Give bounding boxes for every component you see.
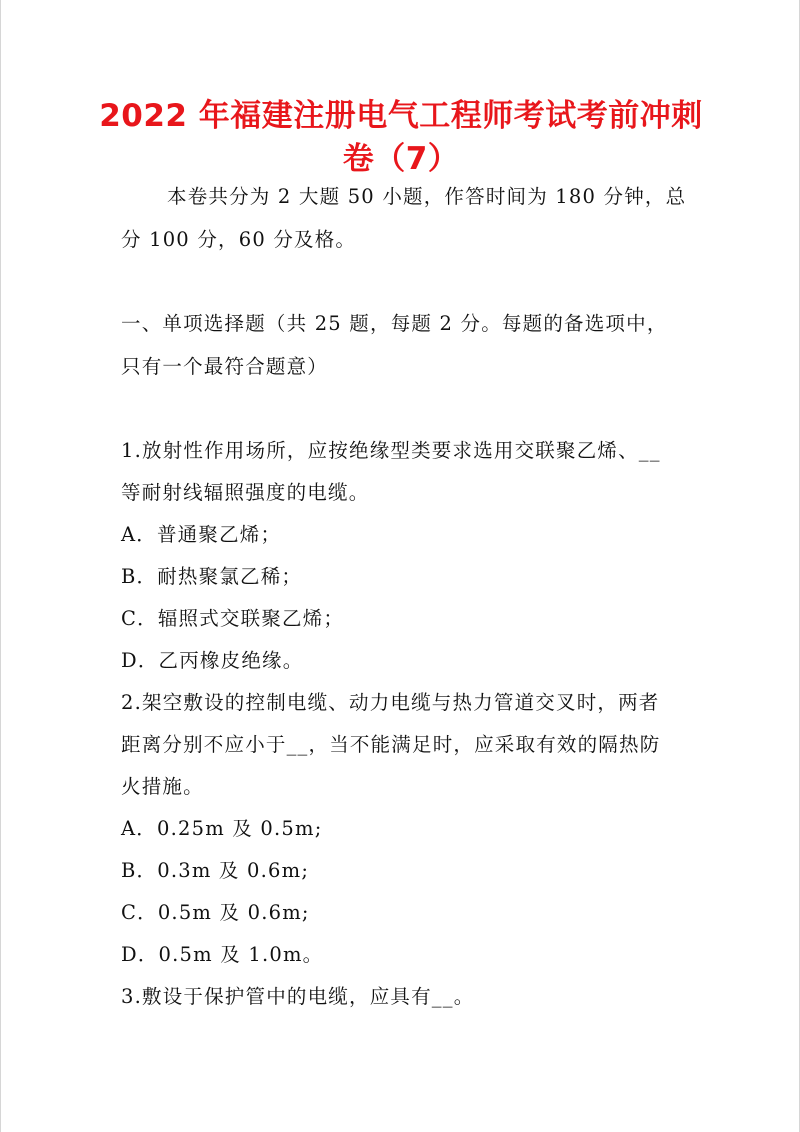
document-title-line-1: 2022 年福建注册电气工程师考试考前冲刺 [99,98,703,134]
question-2-option-d: D．0.5m 及 1.0m。 [121,943,324,966]
question-1-stem-line-1: 1.放射性作用场所，应按绝缘型类要求选用交联聚乙烯、__ [121,439,661,462]
question-2-stem-line-1: 2.架空敷设的控制电缆、动力电缆与热力管道交叉时，两者 [121,691,660,714]
question-1-option-a: A．普通聚乙烯； [121,523,282,546]
section-heading-line-1: 一、单项选择题（共 25 题，每题 2 分。每题的备选项中， [121,312,668,335]
question-2-option-b: B．0.3m 及 0.6m; [121,859,310,882]
question-2-option-a: A．0.25m 及 0.5m; [121,817,323,840]
question-2-stem-line-3: 火措施。 [121,775,204,798]
question-1-option-d: D．乙丙橡皮绝缘。 [121,649,304,672]
document-title-line-2: 卷（7） [342,141,460,177]
question-3-stem-line-1: 3.敷设于保护管中的电缆，应具有__。 [121,985,475,1008]
question-1-option-c: C．辐照式交联聚乙烯； [121,607,345,630]
question-2-option-c: C．0.5m 及 0.6m; [121,901,310,924]
intro-text-line-1: 本卷共分为 2 大题 50 小题，作答时间为 180 分钟，总 [167,185,687,208]
question-1-option-b: B．耐热聚氯乙稀； [121,565,303,588]
intro-text-line-2: 分 100 分，60 分及格。 [121,228,357,251]
section-heading-line-2: 只有一个最符合题意） [121,355,329,378]
question-2-stem-line-2: 距离分别不应小于__，当不能满足时，应采取有效的隔热防 [121,733,661,756]
question-1-stem-line-2: 等耐射线辐照强度的电缆。 [121,481,370,504]
